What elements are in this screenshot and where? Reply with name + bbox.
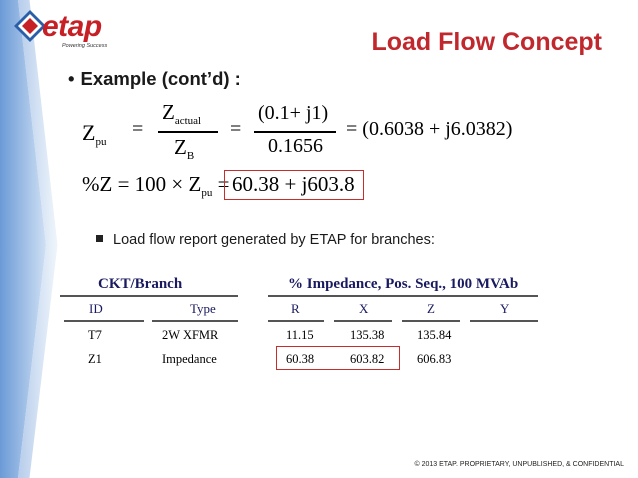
- eq1-lhs: $Z_{pu}$: [82, 120, 107, 148]
- eq1-denominator-2: 0.1656: [268, 135, 323, 157]
- rule-x: [334, 320, 392, 322]
- table-row-1-z: 135.84: [417, 328, 452, 342]
- rule-r: [268, 320, 324, 322]
- col-header-r: R: [291, 301, 300, 316]
- col-header-id: ID: [89, 301, 103, 316]
- rule-id: [64, 320, 144, 322]
- table-row-1-x: 135.38: [350, 328, 385, 342]
- col-header-z: Z: [427, 301, 435, 316]
- logo-wordmark: etap: [42, 10, 102, 43]
- rule-z: [402, 320, 460, 322]
- col-header-y: Y: [500, 301, 510, 316]
- rule-type: [152, 320, 238, 322]
- table-row-2-r: 60.38: [286, 352, 315, 366]
- rule-y: [470, 320, 538, 322]
- table-row-1-type: 2W XFMR: [162, 328, 219, 342]
- example-heading-text: Example (cont’d) :: [80, 68, 241, 89]
- header-rule-right: [268, 295, 538, 297]
- eq1-numerator-2: (0.1+ j1): [258, 102, 329, 124]
- table-row-2-id: Z1: [88, 352, 102, 366]
- eq1-numerator: $Z_{actual}$: [162, 100, 202, 127]
- table-row-1-r: 11.15: [286, 328, 314, 342]
- table-row-2-type: Impedance: [162, 352, 217, 366]
- col-header-type: Type: [190, 301, 216, 316]
- page-title: Load Flow Concept: [371, 28, 602, 56]
- impedance-header: % Impedance, Pos. Seq., 100 MVAb: [288, 276, 519, 292]
- eq1-equals-1: =: [132, 118, 144, 140]
- header-rule-left: [60, 295, 238, 297]
- eq2-result: 60.38 + j603.8: [232, 172, 355, 196]
- row-2-highlight: [276, 346, 400, 370]
- eq1-equals-2: =: [230, 118, 242, 140]
- table-row-2-z: 606.83: [417, 352, 452, 366]
- eq1-denominator: $Z_B$: [174, 135, 195, 162]
- eq2-lhs: $\%Z = 100 \times Z_{pu}$ =: [82, 172, 230, 199]
- copyright-footer: © 2013 ETAP. PROPRIETARY, UNPUBLISHED, & CONFIDENTIAL: [414, 461, 624, 468]
- table-row-2-x: 603.82: [350, 352, 385, 366]
- report-bullet-text: Load flow report generated by ETAP for branches:: [113, 232, 435, 248]
- logo-tagline: Powering Success: [62, 43, 108, 49]
- col-header-x: X: [359, 301, 369, 316]
- example-heading: • Example (cont’d) :: [68, 68, 241, 89]
- ckt-branch-header: CKT/Branch: [98, 276, 183, 292]
- eq1-result: = (0.6038 + j6.0382): [346, 118, 513, 140]
- table-row-1-id: T7: [88, 328, 102, 342]
